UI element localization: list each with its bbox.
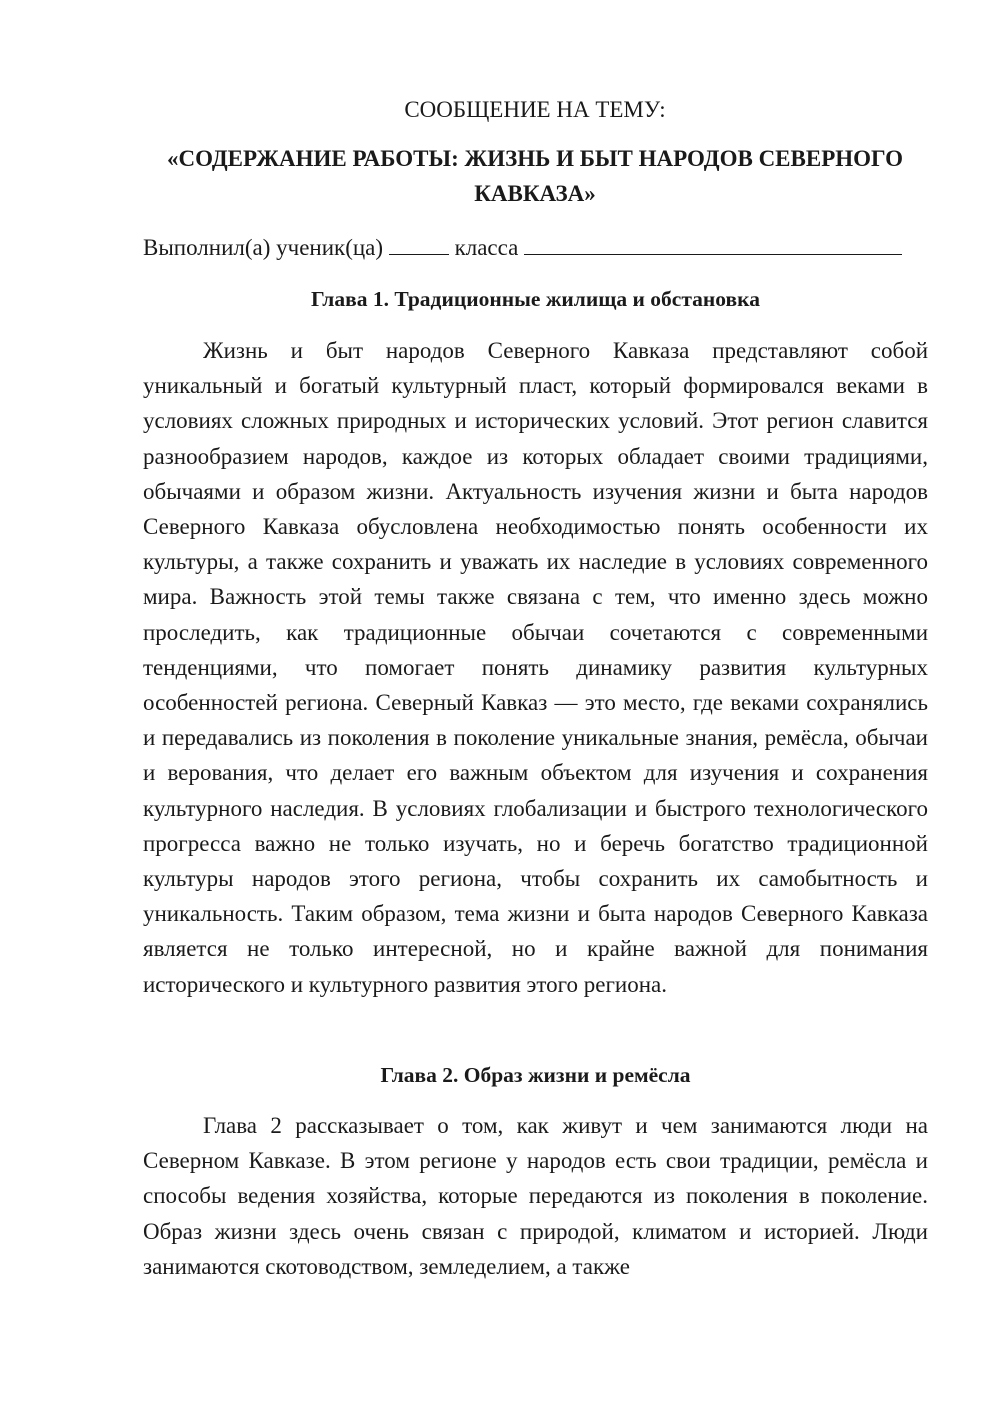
chapter-2-heading: Глава 2. Образ жизни и ремёсла — [380, 1063, 691, 1087]
done-by-label: Выполнил(а) ученик(ца) — [143, 235, 384, 260]
grade-blank — [389, 234, 449, 255]
chapter-1-paragraph: Жизнь и быт народов Северного Кавказа представляют собой уникальный и богатый культурный пласт, который формировался веками в условиях сложных природных и исторических условий. Этот регион славится разнообразием народов, каждое из которых обладает своими традициями, обычаями и образом жизни. Актуальность изучения жизни и быта народов Северного Кавказа обусловлена необходимостью понять особенности их культуры, а также сохранить и уважать их наследие в условиях современного мира. Важность этой темы также связана с тем, что именно здесь можно проследить, как традиционные обычаи сочетаются с современными тенденциями, что помогает понять динамику развития культурных особенностей региона. Северный Кавказ — это место, где веками сохранялись и передавались из поколения в поколение уникальные знания, ремёсла, обычаи и верования, что делает его важным объектом для изучения и сохранения культурного наследия. В условиях глобализации и быстрого технологического прогресса важно не только изучать, но и беречь богатство традиционной культуры народов этого региона, чтобы сохранить их самобытность и уникальность. Таким образом, тема жизни и быта народов Северного Кавказа является не только интересной, но и крайне важной для понимания исторического и культурного развития этого региона. — [143, 338, 928, 997]
author-line — [143, 234, 902, 261]
name-blank — [524, 234, 902, 255]
chapter-1-heading: Глава 1. Традиционные жилища и обстановка — [311, 287, 760, 311]
subject-line: СООБЩЕНИЕ НА ТЕМУ: — [404, 97, 666, 122]
class-label: класса — [454, 235, 519, 260]
chapter-2-paragraph: Глава 2 рассказывает о том, как живут и чем занимаются люди на Северном Кавказе. В этом регионе у народов есть свои традиции, ремёсла и способы ведения хозяйства, которые передаются из поколения в поколение. Образ жизни здесь очень связан с природой, климатом и историей. Люди занимаются скотоводством, земледелием, а также — [143, 1113, 928, 1279]
document-title: «СОДЕРЖАНИЕ РАБОТЫ: ЖИЗНЬ И БЫТ НАРОДОВ СЕВЕРНОГО КАВКАЗА» — [167, 146, 903, 206]
